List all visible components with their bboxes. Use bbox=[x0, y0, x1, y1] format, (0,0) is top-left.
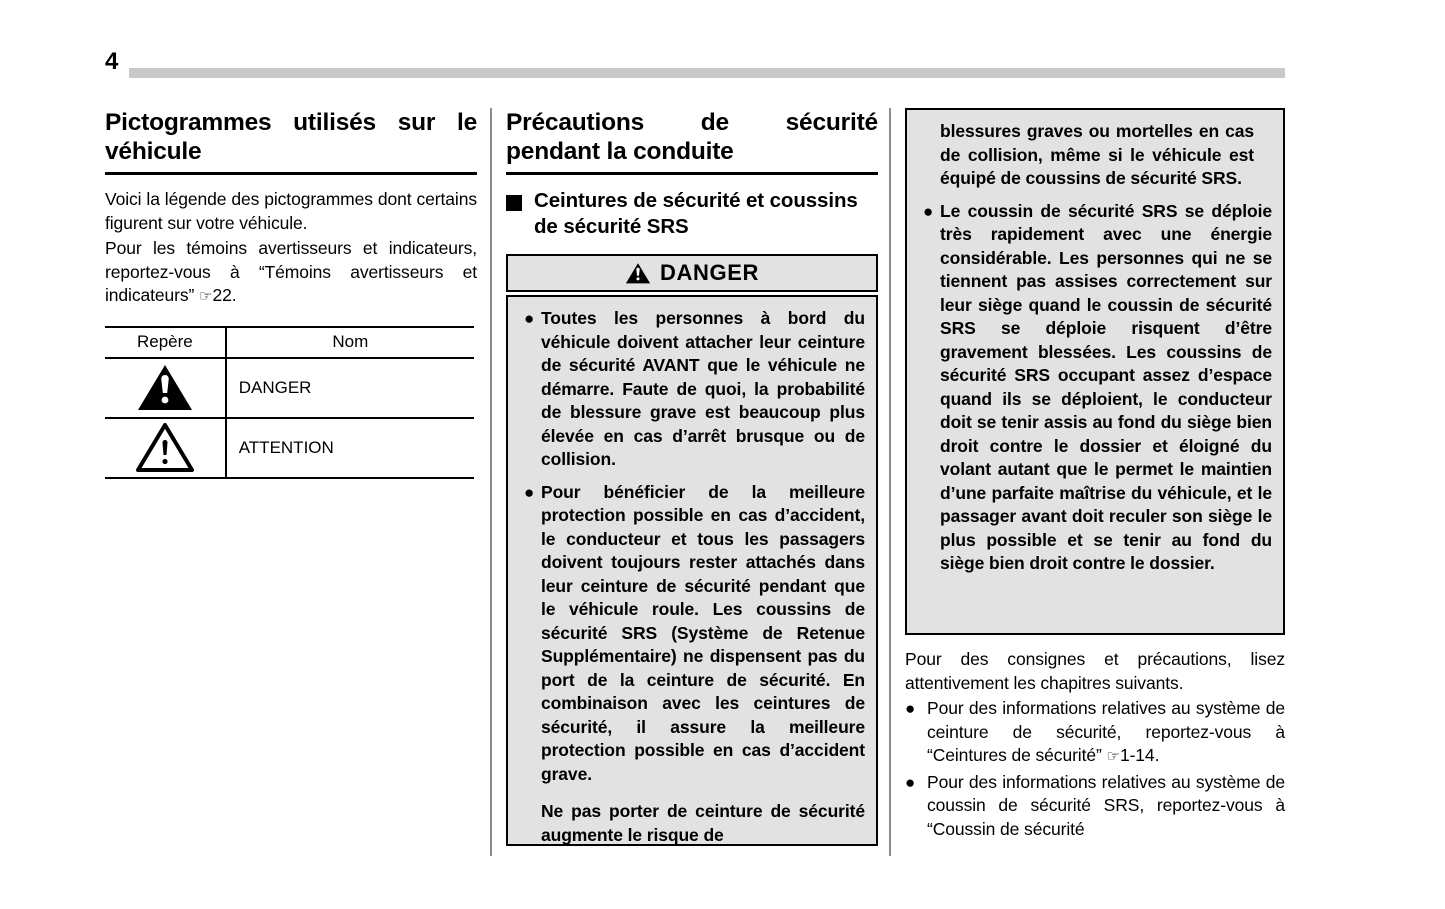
table-cell-attention-name: ATTENTION bbox=[226, 418, 474, 478]
page-number: 4 bbox=[105, 48, 119, 75]
section-title-rule-2 bbox=[506, 172, 878, 175]
square-bullet-icon bbox=[506, 195, 522, 211]
danger-item-text: Le coussin de sécurité SRS se déploie très rapidement avec une énergie considérable. Les personnes qui ne se tiennent pas assises correctement sur leur siège quand le coussin de sécurité SRS se déploie risquent d’être gravement blessées. Les coussins de sécurité SRS occupant assez d’espace quand ils se déploient, le conducteur doit se tenir assis au fond du siège bien droit contre le dossier et éloigné du volant autant que le permet le maintien d’une parfaite maîtrise du véhicule, et le passager avant doit reculer son siège le plus possible et se tenir au fond du siège bien droit contre le dossier. bbox=[940, 200, 1272, 573]
table-header-repere: Repère bbox=[105, 327, 226, 358]
page-header bbox=[105, 48, 1285, 82]
table-row bbox=[105, 358, 474, 418]
reference-item-text bbox=[927, 771, 1285, 842]
bullet-icon: ● bbox=[524, 309, 535, 328]
danger-list-item bbox=[918, 200, 1272, 576]
table-header-nom: Nom bbox=[226, 327, 474, 358]
column-divider-2 bbox=[889, 108, 891, 856]
bullet-icon: ● bbox=[524, 482, 535, 502]
intro-paragraph-2: Pour les témoins avertisseurs et indicateurs, reportez-vous à “Témoins avertisseurs et indicateurs” ☞22. bbox=[105, 238, 477, 305]
column-2 bbox=[506, 108, 878, 846]
intro-paragraph-1: Voici la légende des pictogrammes dont certains figurent sur votre véhicule. bbox=[105, 189, 477, 233]
reference-section bbox=[905, 648, 1285, 843]
danger-triangle-filled-icon bbox=[625, 262, 651, 285]
subheading-ceintures bbox=[506, 188, 878, 240]
table-cell-danger-name: DANGER bbox=[226, 358, 474, 418]
intro-paragraph-2-text: Pour les témoins avertisseurs et indicateurs, reportez-vous à “Témoins avertisseurs et indicateurs” bbox=[105, 238, 477, 305]
bullet-icon: ● bbox=[923, 201, 934, 221]
reference-item-1-pageref: 1-14. bbox=[1119, 745, 1160, 765]
reference-list-item bbox=[905, 697, 1285, 771]
pointing-hand-icon: ☞ bbox=[1106, 748, 1120, 765]
column-3 bbox=[905, 108, 1285, 843]
reference-list-item bbox=[905, 771, 1285, 844]
bullet-icon: ● bbox=[905, 772, 916, 792]
reference-item-2-text: Pour des informations relatives au système de coussin de sécurité SRS, reportez-vous à “Coussin de sécurité bbox=[927, 771, 1285, 839]
header-rule bbox=[129, 68, 1285, 78]
danger-item-text: Pour bénéficier de la meilleure protection possible en cas d’accident, le conducteur et tous les passagers doivent toujours rester attachés dans leur ceinture de sécurité pendant que le véhicule roule. Les coussins de sécurité SRS (Système de Retenue Supplémentaire) ne dispensent pas du port de la ceinture de sécurité. En combinaison avec les ceintures de sécurité, il assure la meilleure protection possible en cas d’accident grave. bbox=[541, 481, 865, 784]
section-title-pictogrammes: Pictogrammes utilisés sur le véhicule bbox=[105, 109, 477, 165]
danger-banner-label: DANGER bbox=[660, 260, 759, 285]
danger-continued-text: blessures graves ou mortelles en cas de collision, même si le véhicule est équipé de coussins de sécurité SRS. bbox=[940, 121, 1254, 188]
intro-paragraph-2-pageref: 22 bbox=[212, 285, 232, 305]
column-1 bbox=[105, 108, 477, 479]
danger-continuation-paragraph: Ne pas porter de ceinture de sécurité augmente le risque de bbox=[541, 801, 865, 845]
danger-list-item bbox=[519, 481, 865, 787]
caution-triangle-outline-icon bbox=[105, 418, 226, 478]
table-header-row bbox=[105, 327, 474, 358]
pictogram-legend-table bbox=[105, 326, 474, 479]
danger-list-item bbox=[519, 307, 865, 472]
section-title-rule bbox=[105, 172, 477, 175]
reference-intro: Pour des consignes et précautions, lisez attentivement les chapitres suivants. bbox=[905, 649, 1285, 693]
danger-banner bbox=[506, 254, 878, 292]
reference-item-1-text: Pour des informations relatives au système de ceinture de sécurité, reportez-vous à “Ceintures de sécurité” bbox=[927, 698, 1285, 765]
danger-item-text: Toutes les personnes à bord du véhicule doivent attacher leur ceinture de sécurité AVANT que le véhicule ne démarre. Faute de quoi, la probabilité de blessure grave est beaucoup plus élevée en cas d’arrêt brusque ou de collision. bbox=[541, 308, 865, 469]
section-title-precautions: Précautions de sécurité pendant la conduite bbox=[506, 109, 878, 165]
danger-content-box bbox=[506, 295, 878, 846]
danger-content-box-continued bbox=[905, 108, 1285, 635]
subheading-label: Ceintures de sécurité et coussins de sécurité SRS bbox=[534, 189, 858, 238]
danger-triangle-filled-icon bbox=[105, 358, 226, 418]
bullet-icon: ● bbox=[905, 699, 916, 718]
reference-item-text bbox=[927, 697, 1285, 769]
table-row bbox=[105, 418, 474, 478]
pointing-hand-icon: ☞ bbox=[199, 288, 213, 305]
column-divider-1 bbox=[490, 108, 492, 856]
